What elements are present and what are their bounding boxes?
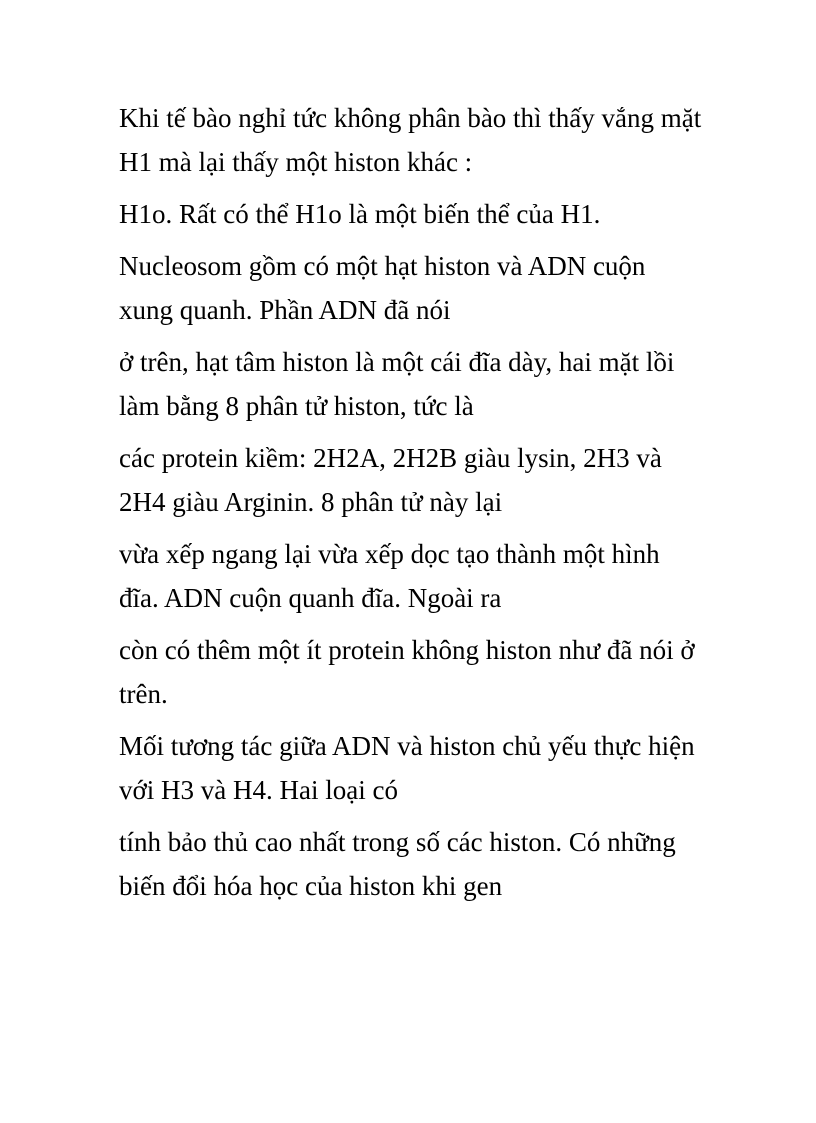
text-line: vừa xếp ngang lại vừa xếp dọc tạo thành một hình	[119, 539, 660, 569]
text-line: ở trên, hạt tâm histon là một cái đĩa dày, hai mặt lồi	[119, 347, 675, 377]
text-line: làm bằng 8 phân tử histon, tức là	[119, 391, 474, 421]
body-text	[119, 96, 719, 908]
text-line: 2H4 giàu Arginin. 8 phân tử này lại	[119, 487, 503, 517]
text-line: xung quanh. Phần ADN đã nói	[119, 295, 451, 325]
text-line: Mối tương tác giữa ADN và histon chủ yếu thực hiện	[119, 731, 695, 761]
text-line: tính bảo thủ cao nhất trong số các histon. Có những	[119, 827, 676, 857]
text-line: Khi tế bào nghỉ tức không phân bào thì thấy vắng mặt	[119, 103, 702, 133]
text-line: các protein kiềm: 2H2A, 2H2B giàu lysin, 2H3 và	[119, 443, 662, 473]
text-line: còn có thêm một ít protein không histon như đã nói ở	[119, 635, 695, 665]
text-line: Nucleosom gồm có một hạt histon và ADN cuộn	[119, 251, 646, 281]
text-line: biến đổi hóa học của histon khi gen	[119, 871, 503, 901]
text-line: H1o. Rất có thể H1o là một biến thể của H1.	[119, 199, 601, 229]
text-line: trên.	[119, 679, 168, 709]
text-line: đĩa. ADN cuộn quanh đĩa. Ngoài ra	[119, 583, 502, 613]
text-line: với H3 và H4. Hai loại có	[119, 775, 398, 805]
text-line: H1 mà lại thấy một histon khác :	[119, 147, 473, 177]
